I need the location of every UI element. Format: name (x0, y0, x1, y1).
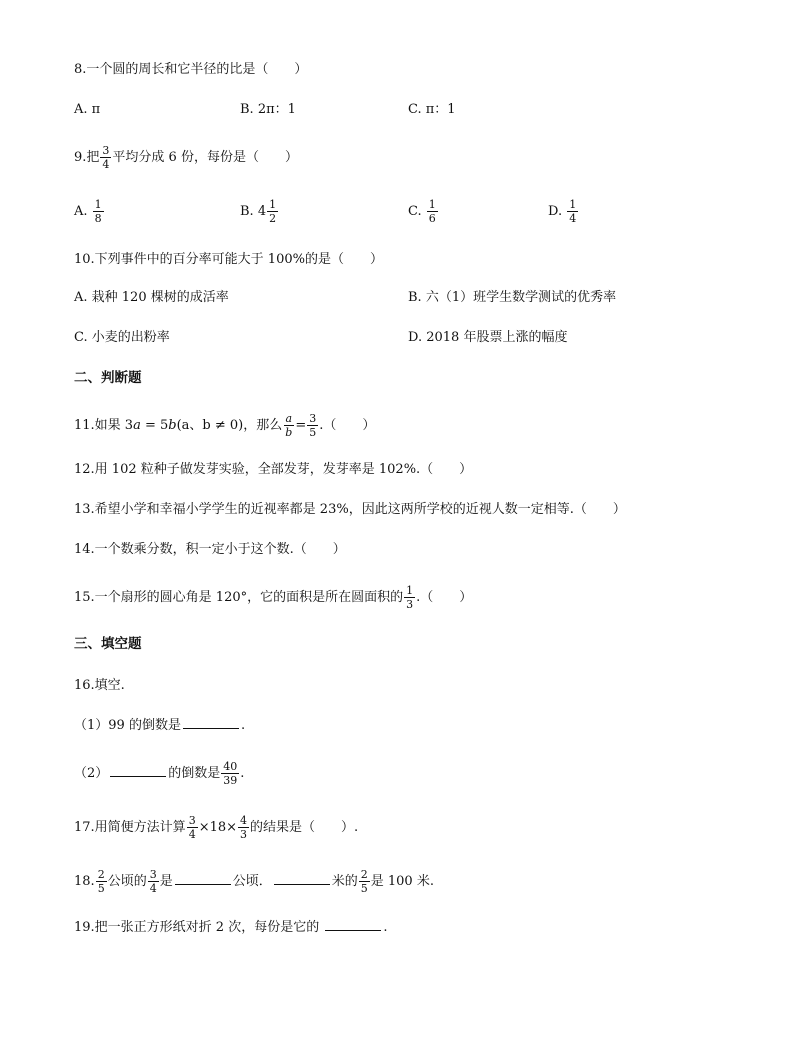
q9-option-b[interactable]: B. 4 $\frac{1}{2}$ (240, 198, 277, 225)
question-16-part-1: （1）99 的倒数是 . (74, 718, 246, 733)
question-10-stem: 10.下列事件中的百分率可能大于 100%的是（ ） (74, 252, 383, 267)
question-16-part-2: （2） 的倒数是 $\frac{40}{39}$ . (74, 760, 245, 787)
q8-option-c[interactable]: C. π：1 (408, 102, 456, 117)
q9-option-c[interactable]: C. $\frac{1}{6}$ (408, 198, 436, 225)
q9-option-d[interactable]: D. $\frac{1}{4}$ (548, 198, 577, 225)
question-16-stem: 16.填空. (74, 678, 125, 693)
question-17: 17.用简便方法计算 $\frac{3}{4}$ ×18× $\frac{4}{3}$ 的结果是（ ）. (74, 814, 359, 841)
question-13: 13.希望小学和幸福小学学生的近视率都是 23%，因此这两所学校的近视人数一定相等.（ ） (74, 502, 626, 517)
question-9-stem: 9.把 $\frac{3}{4}$ 平均分成 6 份，每份是（ ） (74, 144, 298, 171)
section-3-heading: 三、填空题 (74, 636, 142, 652)
q10-option-d[interactable]: D. 2018 年股票上涨的幅度 (408, 330, 568, 345)
q10-option-b[interactable]: B. 六（1）班学生数学测试的优秀率 (408, 290, 617, 305)
q8-option-a[interactable]: A. π (74, 102, 101, 117)
question-19: 19.把一张正方形纸对折 2 次，每份是它的 . (74, 920, 388, 935)
question-15: 15.一个扇形的圆心角是 120°，它的面积是所在圆面积的 $\frac{1}{3}$ .（ ） (74, 584, 473, 611)
q8-option-b[interactable]: B. 2π：1 (240, 102, 296, 117)
question-12: 12.用 102 粒种子做发芽实验，全部发芽，发芽率是 102%.（ ） (74, 462, 473, 477)
q9-option-a[interactable]: A. $\frac{1}{8}$ (74, 198, 102, 225)
question-14: 14.一个数乘分数，积一定小于这个数.（ ） (74, 542, 346, 557)
fraction-3-4: $\frac{3}{4}$ (102, 144, 110, 171)
answer-blank[interactable] (183, 716, 239, 729)
answer-blank[interactable] (110, 764, 166, 777)
answer-blank[interactable] (325, 918, 381, 931)
q10-option-c[interactable]: C. 小麦的出粉率 (74, 330, 170, 345)
answer-blank[interactable] (274, 872, 330, 885)
q10-option-a[interactable]: A. 栽种 120 棵树的成活率 (74, 290, 229, 305)
section-2-heading: 二、判断题 (74, 370, 142, 386)
answer-blank[interactable] (175, 872, 231, 885)
question-8-stem: 8.一个圆的周长和它半径的比是（ ） (74, 62, 308, 77)
question-18: 18. $\frac{2}{5}$ 公顷的 $\frac{3}{4}$ 是 公顷． 米的 $\frac{2}{5}$ 是 100 米. (74, 868, 434, 895)
question-11: 11.如果 3a = 5b(a、b ≠ 0)，那么 $\frac{a}{b}$ = $\frac{3}{5}$ .（ ） (74, 412, 376, 439)
